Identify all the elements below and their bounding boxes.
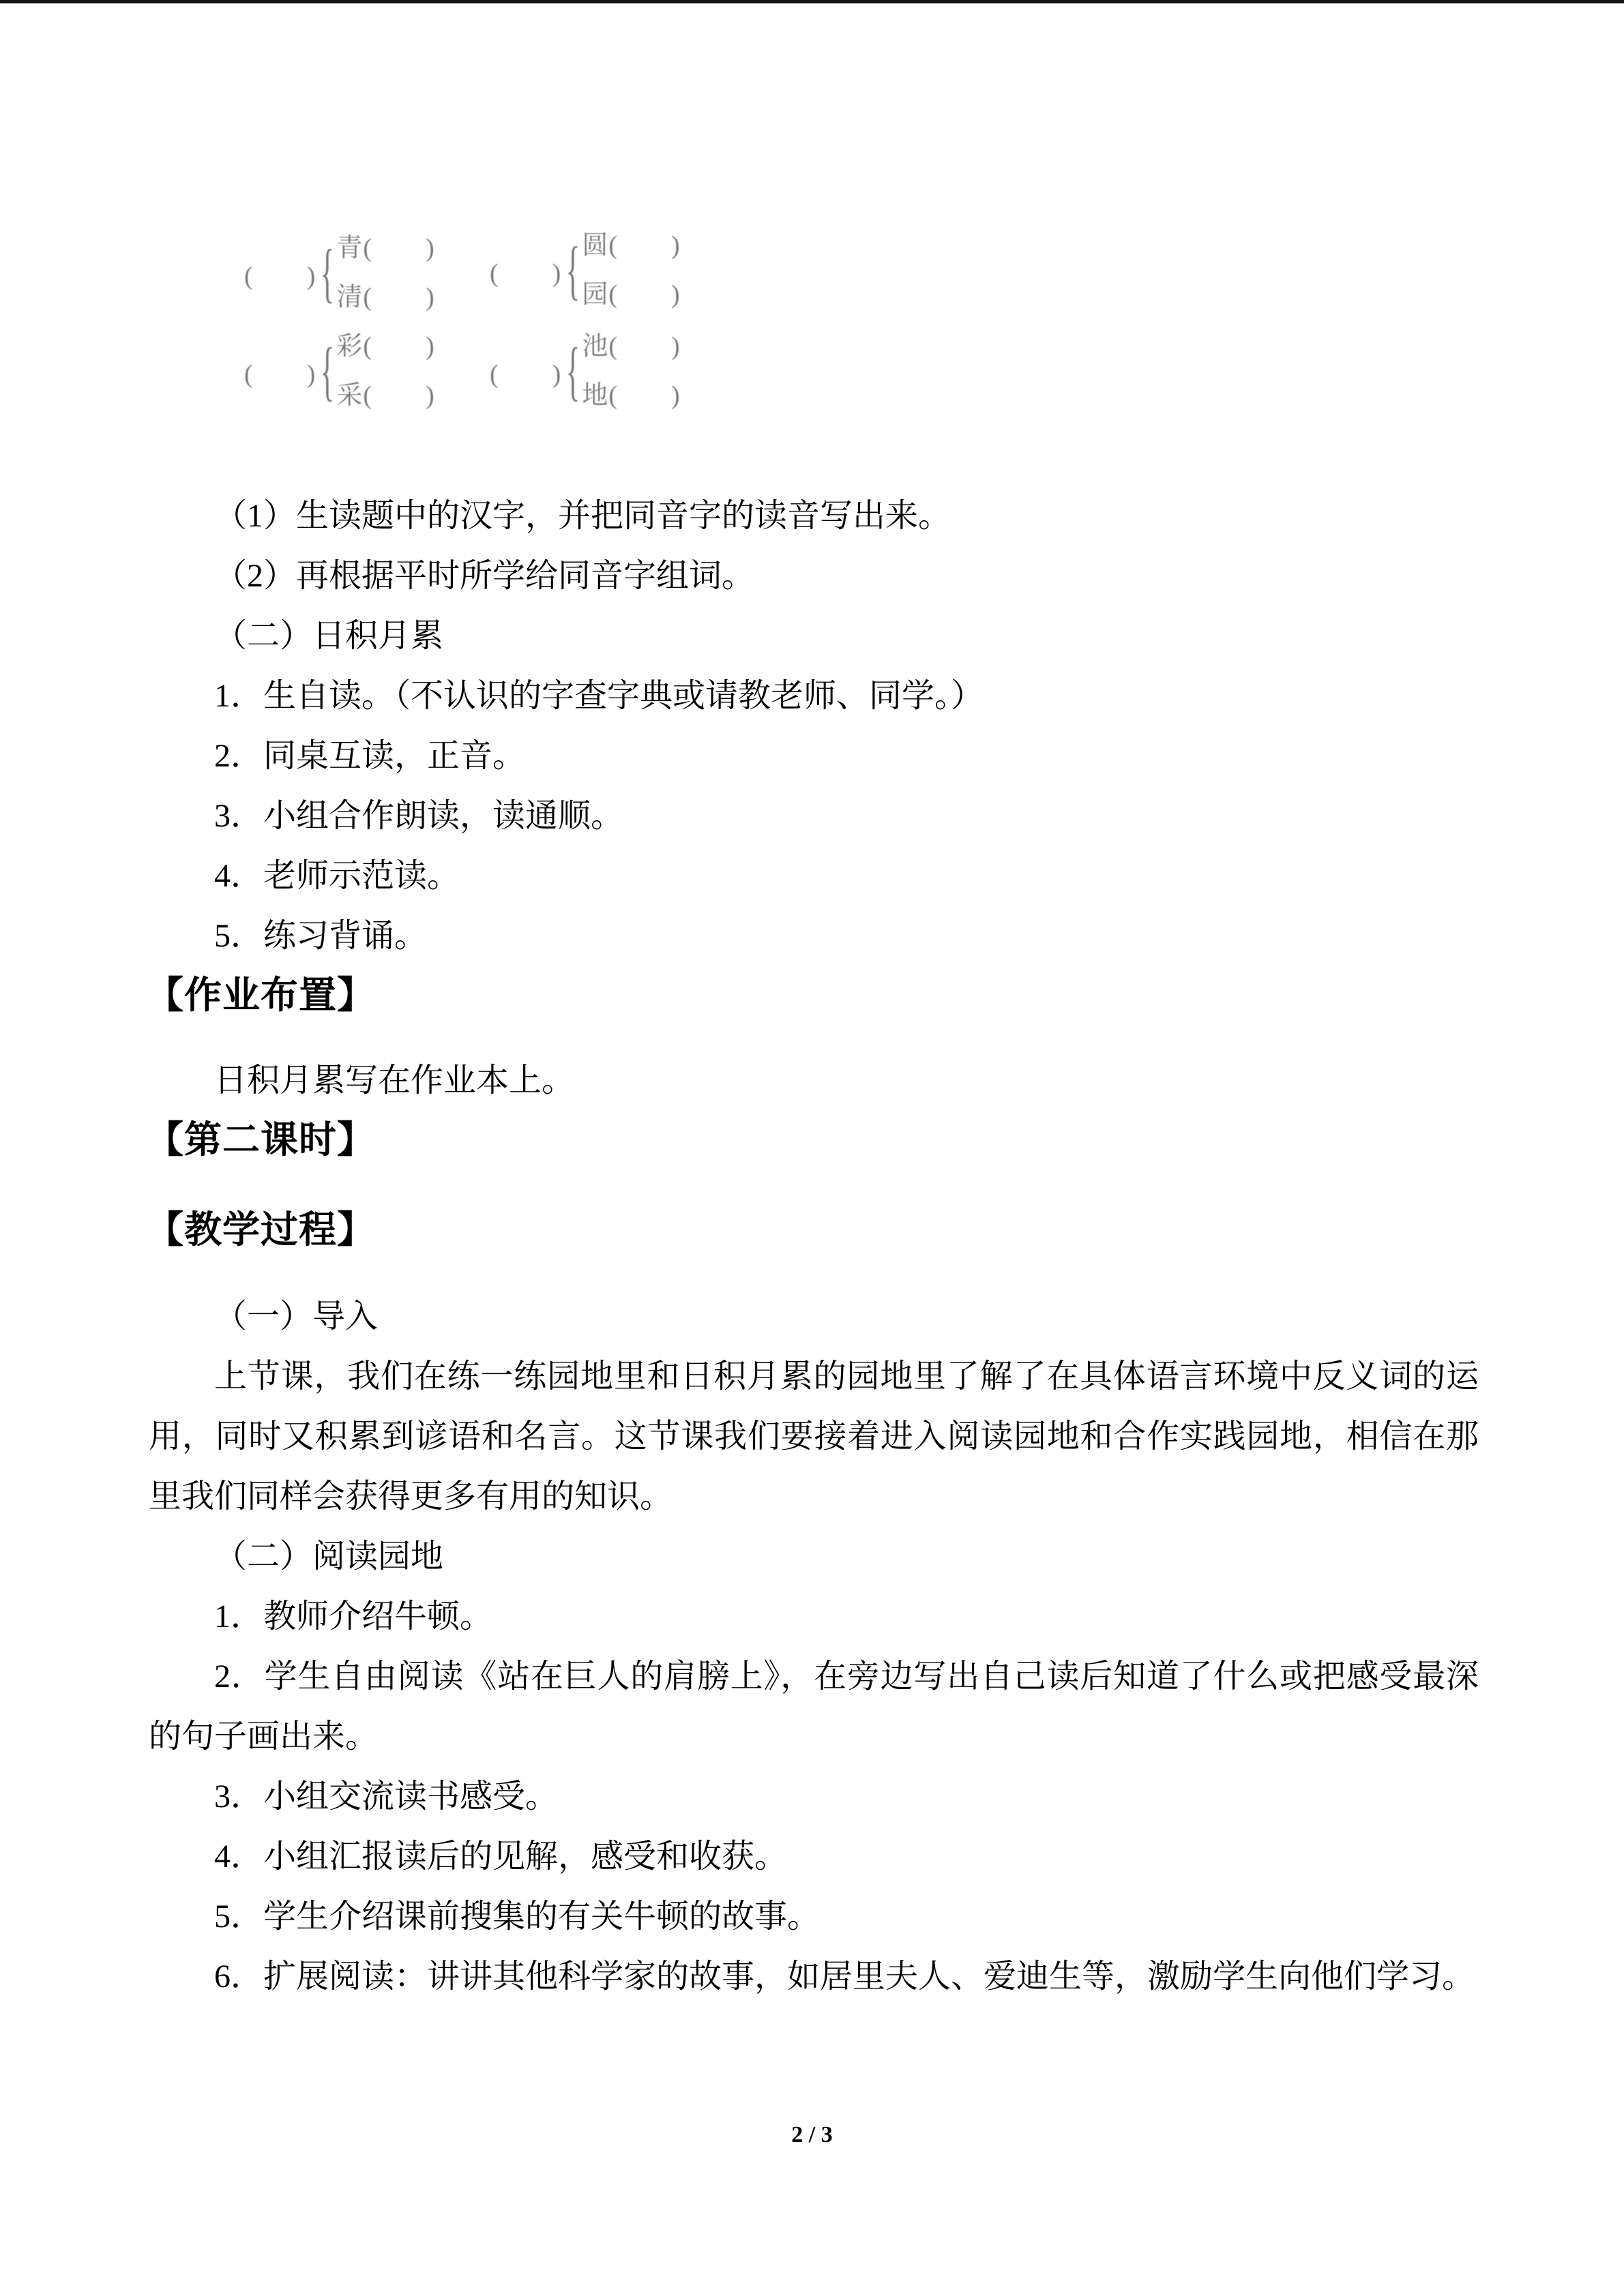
scan-exercise-group [244, 224, 435, 322]
scan-char-line: 池( ) [582, 332, 681, 361]
scan-pair [336, 224, 434, 322]
step-line: 3．小组交流读书感受。 [214, 1778, 559, 1815]
scan-char-line: 清( ) [336, 283, 435, 312]
heading-homework: 【作业布置】 [146, 974, 376, 1016]
step-line: 2．同桌互读，正音。 [214, 738, 526, 774]
step-line: 6．扩展阅读：讲讲其他科学家的故事，如居里夫人、爱迪生等，激励学生向他们学习。 [214, 1958, 1475, 1995]
scan-exercise-group [490, 221, 681, 319]
step-line: 5．练习背诵。 [214, 918, 428, 954]
scan-char-line: 地( ) [582, 381, 681, 410]
paragraph-line: 2．学生自由阅读《站在巨人的肩膀上》，在旁边写出自己读后知道了什么或把感受最深 [214, 1658, 1479, 1695]
scan-char-line: 彩( ) [336, 332, 435, 361]
step-line: 1．教师介绍牛顿。 [214, 1598, 493, 1635]
scan-pair [582, 322, 680, 420]
brace-icon: { [565, 334, 580, 407]
intro-label: （一）导入 [214, 1298, 379, 1335]
page-top-edge [0, 0, 1624, 3]
scan-exercise-group [490, 322, 681, 420]
scan-char-line: 青( ) [336, 234, 435, 263]
brace-icon: { [320, 236, 335, 309]
paragraph-line: 上节课，我们在练一练园地里和日积月累的园地里了解了在具体语言环境中反义词的运 [214, 1358, 1479, 1395]
scan-outer-paren: ( ) [244, 261, 316, 290]
brace-icon: { [565, 233, 580, 306]
scan-outer-paren: ( ) [490, 359, 562, 389]
scan-char-line: 园( ) [582, 280, 681, 309]
brace-icon: { [320, 334, 335, 407]
scan-char-line: 采( ) [336, 381, 435, 410]
step-line: （2）再根据平时所学给同音字组词。 [214, 558, 755, 594]
scan-char-line: 圆( ) [582, 231, 681, 260]
step-line: （1）生读题中的汉字，并把同音字的读音写出来。 [214, 498, 951, 534]
scan-pair [336, 322, 434, 420]
scan-outer-paren: ( ) [244, 359, 316, 389]
step-line: 5．学生介绍课前搜集的有关牛顿的故事。 [214, 1898, 821, 1935]
step-line: 4．小组汇报读后的见解，感受和收获。 [214, 1838, 788, 1875]
step-line: 3．小组合作朗读，读通顺。 [214, 798, 624, 834]
scan-outer-paren: ( ) [490, 258, 562, 288]
paragraph-line: 里我们同样会获得更多有用的知识。 [149, 1478, 673, 1515]
scan-pair [582, 221, 680, 319]
step-line: 1．生自读。（不认识的字查字典或请教老师、同学。） [214, 678, 984, 714]
scan-exercise-group [244, 322, 435, 420]
reading-label: （二）阅读园地 [214, 1538, 444, 1575]
homework-note: 日积月累写在作业本上。 [214, 1062, 575, 1099]
step-line: 4．老师示范读。 [214, 858, 460, 894]
heading-teaching-process: 【教学过程】 [146, 1209, 376, 1251]
step-line: （二）日积月累 [214, 618, 444, 654]
paragraph-line: 用，同时又积累到谚语和名言。这节课我们要接着进入阅读园地和合作实践园地，相信在那 [149, 1418, 1479, 1455]
heading-lesson2: 【第二课时】 [146, 1119, 376, 1161]
page-number: 2 / 3 [791, 2122, 833, 2147]
paragraph-line: 的句子画出来。 [149, 1718, 379, 1755]
